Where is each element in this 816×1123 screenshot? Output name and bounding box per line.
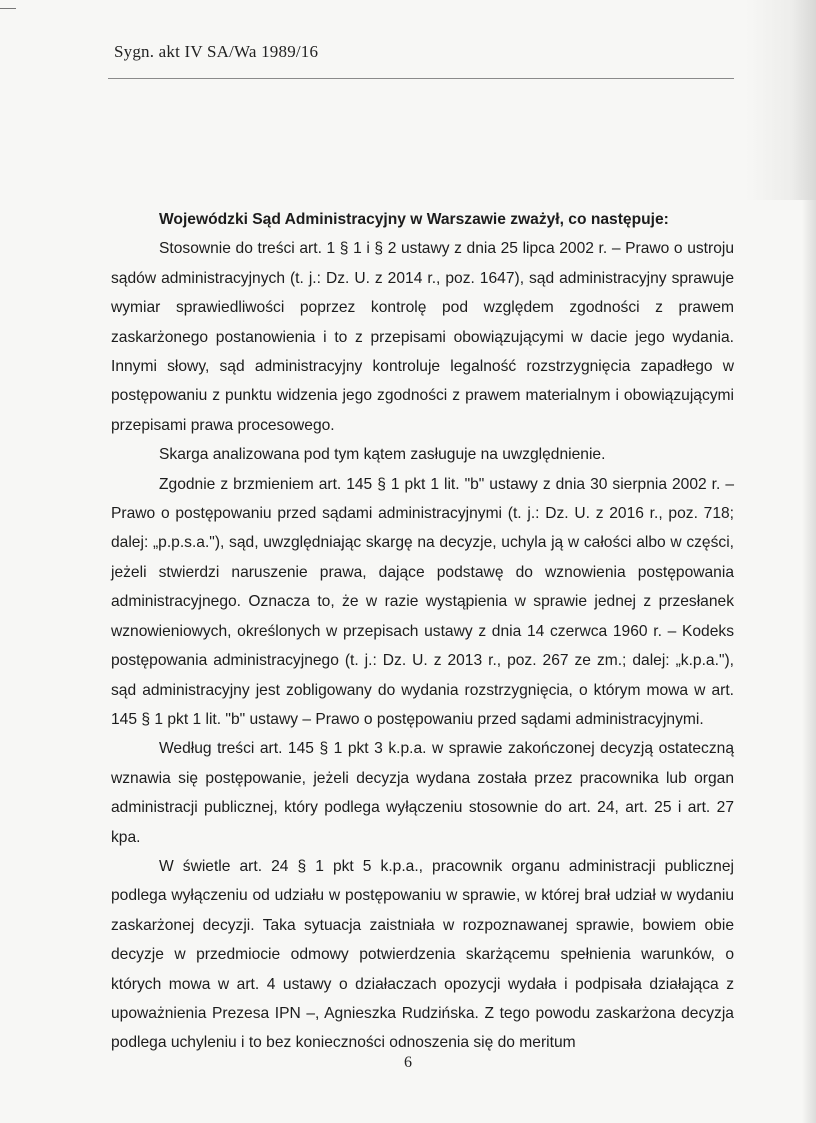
case-reference: Sygn. akt IV SA/Wa 1989/16: [114, 42, 319, 61]
page-number: 6: [404, 1054, 412, 1071]
section-heading: Wojewódzki Sąd Administracyjny w Warszawie zważył, co następuje:: [159, 211, 669, 228]
document-body: [111, 205, 734, 1058]
paragraph-kpa-reopening: Według treści art. 145 § 1 pkt 3 k.p.a. w sprawie zakończonej decyzją ostateczną wznawia się postępowanie, jeżeli decyzja wydana została przez pracownika lub organ administracji publicznej, który podlega wyłączeniu stosownie do art. 24, art. 25 i art. 27 kpa.: [111, 740, 734, 846]
paragraph-court-competence: Stosownie do treści art. 1 § 1 i § 2 ustawy z dnia 25 lipca 2002 r. – Prawo o ustroju sądów administracyjnych (t. j.: Dz. U. z 2014 r., poz. 1647), sąd administracyjny sprawuje wymiar sprawiedliwości poprzez kontrolę pod względem zgodności z prawem zaskarżonego postanowienia i to z przepisami obowiązującymi w dacie jego wydania. Innymi słowy, sąd administracyjny kontroluje legalność rozstrzygnięcia zapadłego w postępowaniu z punktu widzenia jego zgodności z prawem materialnym i obowiązującymi przepisami prawa procesowego.: [111, 240, 734, 434]
scan-edge-shadow-lower: [802, 200, 816, 1123]
paragraph-complaint-assessment: Skarga analizowana pod tym kątem zasługuje na uwzględnienie.: [159, 446, 606, 464]
scan-edge-shadow: [746, 0, 816, 200]
header-divider: [108, 78, 734, 79]
paragraph-ppsa-provision: Zgodnie z brzmieniem art. 145 § 1 pkt 1 lit. "b" ustawy z dnia 30 sierpnia 2002 r. – Prawo o postępowaniu przed sądami administracyjnymi (t. j.: Dz. U. z 2016 r., poz. 718; dalej: „p.p.s.a."), sąd, uwzględniając skargę na decyzje, uchyla ją w całości albo w części, jeżeli stwierdzi naruszenie prawa, dające podstawę do wznowienia postępowania administracyjnego. Oznacza to, że w razie wystąpienia w sprawie jednej z przesłanek wznowieniowych, określonych w przepisach ustawy z dnia 14 czerwca 1960 r. – Kodeks postępowania administracyjnego (t. j.: Dz. U. z 2013 r., poz. 267 ze zm.; dalej: „k.p.a."), sąd administracyjny jest zobligowany do wydania rozstrzygnięcia, o którym mowa w art. 145 § 1 pkt 1 lit. "b" ustawy – Prawo o postępowaniu przed sądami administracyjnymi.: [111, 475, 734, 728]
scan-corner-mark: [0, 8, 16, 9]
paragraph-exclusion: W świetle art. 24 § 1 pkt 5 k.p.a., pracownik organu administracji publicznej podlega wyłączeniu od udziału w postępowaniu w sprawie, w której brał udział w wydaniu zaskarżonej decyzji. Taka sytuacja zaistniała w rozpoznawanej sprawie, bowiem obie decyzje w przedmiocie odmowy potwierdzenia skarżącemu spełnienia warunków, o których mowa w art. 4 ustawy o działaczach opozycji wydała i podpisała działająca z upoważnienia Prezesa IPN –, Agnieszka Rudzińska. Z tego powodu zaskarżona decyzja podlega uchyleniu i to bez konieczności odnoszenia się do meritum: [111, 857, 734, 1052]
